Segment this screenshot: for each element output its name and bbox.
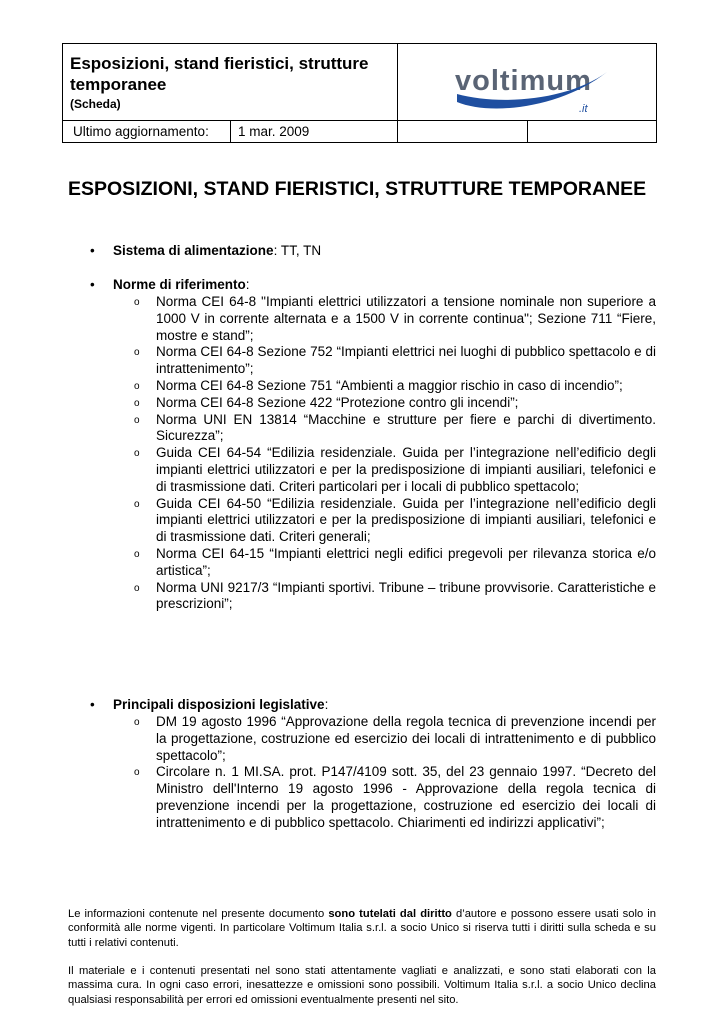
document-heading: Esposizioni, stand fieristici, strutture temporanee [70,54,369,94]
logo-suffix: .it [579,103,588,114]
document-type: (Scheda) [70,97,121,111]
voltimum-logo [451,54,611,114]
list-item: o Norma CEI 64-8 Sezione 422 “Protezione contro gli incendi”; [134,394,519,410]
disposizioni-list [90,714,656,832]
disclaimer-notice: Il materiale e i contenuti presentati nel sono stati attentamente vagliati e analizzati, e sono stati elaborati con la massima cura. In ogni caso errori, inesattezze e omissioni sono possibili. Voltimum Italia s.r.l. a socio Unico declina qualsiasi responsabilità per errori ed omissioni eventualmente presenti nel sito. [68,965,656,1006]
list-item: o Norma CEI 64-8 Sezione 751 “Ambienti a maggior rischio in caso di incendio”; [134,377,623,393]
updated-label: Ultimo aggiornamento: [73,124,209,139]
list-item: o Norma CEI 64-8 "Impianti elettrici utilizzatori a tensione nominale non superiore a 1000 V in corrente alternata e a 1500 V in corrente continua"; Sezione 711 “Fiere, mostre e stand”; [134,294,656,343]
update-row-divider [230,121,231,143]
main-title: ESPOSIZIONI, STAND FIERISTICI, STRUTTURE TEMPORANEE [68,178,647,200]
norme-list [90,294,656,613]
section-heading-colon: : [245,277,250,292]
list-item: o Norma UNI 9217/3 “Impianti sportivi. Tribune – tribune provvisorie. Caratteristiche e prescrizioni”; [134,579,656,612]
updated-value: 1 mar. 2009 [238,124,310,139]
bullet: • [90,697,95,712]
header-table [62,43,657,143]
update-row-divider [527,121,528,143]
bullet: • [90,277,95,292]
list-item: o Guida CEI 64-50 “Edilizia residenziale. Guida per l’integrazione nell’edificio degli impianti elettrici utilizzatori e per la predisposizione di impianti ausiliari, telefonici e di trasmissione dati. Criteri generali; [134,495,656,545]
copyright-notice: Le informazioni contenute nel presente documento sono tutelati dal diritto d’autore e possono essere usati solo in conformità alle norme vigenti. In particolare Voltimum Italia s.r.l. a socio Unico si riserva tutti i diritti sulla scheda e su tutti i relativi contenuti. [68,908,656,949]
copyright-emphasis: sono tutelati dal diritto [328,908,452,920]
list-item: o Circolare n. 1 MI.SA. prot. P147/4109 sott. 35, del 23 gennaio 1997. “Decreto del Ministro dell'Interno 19 agosto 1996 - Approvazione della regola tecnica di prevenzione incendi per la progettazione, costruzione ed esercizio dei locali di intrattenimento e di pubblico spettacolo. Chiarimenti ed indirizzi applicativi”; [134,764,656,830]
list-item: o DM 19 agosto 1996 “Approvazione della regola tecnica di prevenzione incendi per la progettazione, costruzione ed esercizio dei locali di intrattenimento e di pubblico spettacolo”; [134,714,656,763]
section-heading: Principali disposizioni legislative [113,697,325,712]
logo-wordmark: voltimum [455,65,592,97]
section-heading: Sistema di alimentazione [113,243,274,258]
section-value: : TT, TN [273,243,322,258]
update-row [63,121,656,143]
list-item: o Norma CEI 64-8 Sezione 752 “Impianti elettrici nei luoghi di pubblico spettacolo e di intrattenimento”; [134,344,656,377]
list-item: o Guida CEI 64-54 “Edilizia residenziale. Guida per l’integrazione nell’edificio degli impianti elettrici utilizzatori e per la predisposizione di impianti ausiliari, telefonici e di trasmissione dati. Criteri particolari per i locali di pubblico spettacolo; [134,445,656,494]
update-row-divider [397,121,398,143]
list-item: o Norma CEI 64-15 “Impianti elettrici negli edifici pregevoli per rilevanza storica e/o artistica”; [134,545,656,578]
section-heading: Norme di riferimento [113,277,246,292]
section-heading-colon: : [324,697,329,712]
bullet: • [90,243,95,258]
header-divider-vertical [397,44,398,120]
list-item: o Norma UNI EN 13814 “Macchine e strutture per fiere e parchi di divertimento. Sicurezza”; [134,411,656,444]
